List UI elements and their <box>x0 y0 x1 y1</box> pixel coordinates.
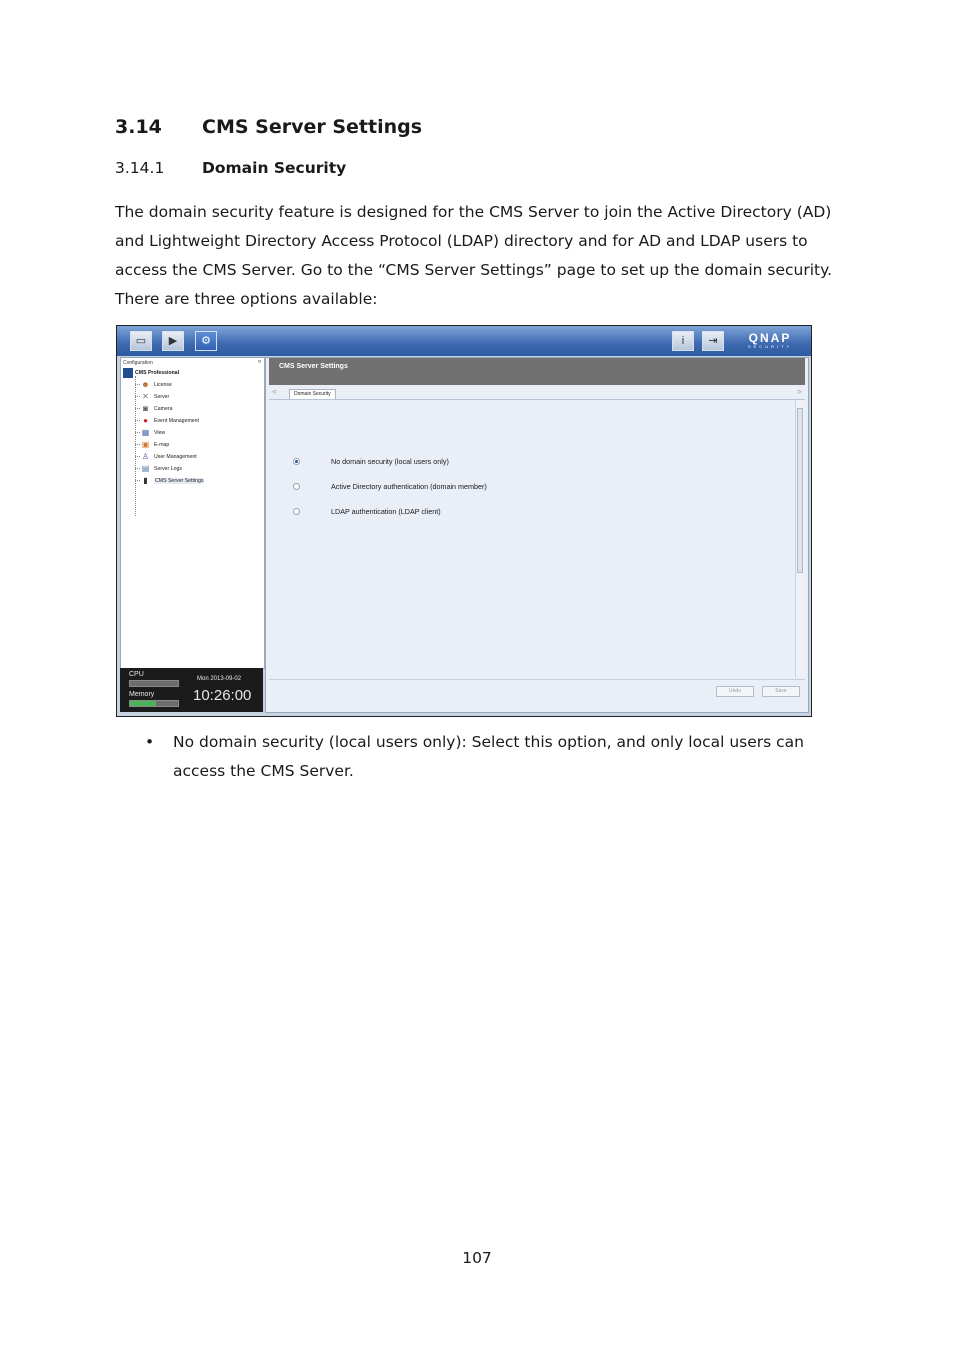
option-label: LDAP authentication (LDAP client) <box>331 507 441 516</box>
server-icon: ▮ <box>143 476 148 485</box>
tree-item-license[interactable]: ☻ License <box>135 380 172 389</box>
cms-screenshot <box>116 325 812 717</box>
event-icon: ● <box>143 416 148 425</box>
option-active-directory[interactable] <box>293 482 487 491</box>
panel-title: CMS Server Settings <box>269 358 805 385</box>
option-label: Active Directory authentication (domain member) <box>331 482 487 491</box>
section-title: CMS Server Settings <box>202 116 423 138</box>
save-button[interactable]: Save <box>762 686 800 697</box>
qnap-logo: QNAP SECURITY <box>747 331 793 349</box>
bullet-line: No domain security (local users only): Select this option, and only local users can <box>173 733 804 751</box>
scrollbar-thumb[interactable] <box>797 408 803 573</box>
memory-label: Memory <box>129 691 155 698</box>
tree-item-server[interactable]: ✕ Server <box>135 392 169 401</box>
play-icon[interactable]: ▶ <box>162 331 184 351</box>
option-ldap[interactable] <box>293 507 441 516</box>
log-icon: ▤ <box>141 464 150 473</box>
intro-line: There are three options available: <box>115 290 378 308</box>
cpu-bar <box>129 680 179 687</box>
page-number: 107 <box>462 1249 492 1267</box>
info-icon[interactable]: i <box>672 331 694 351</box>
tab-content <box>269 400 795 678</box>
top-toolbar <box>117 326 811 356</box>
user-icon: ♙ <box>141 452 150 461</box>
logout-icon[interactable]: ⇥ <box>702 331 724 351</box>
memory-bar-fill <box>130 701 156 706</box>
monitor-icon[interactable]: ▭ <box>130 331 152 351</box>
section-number: 3.14 <box>115 116 162 138</box>
tree-item-cms-server-settings[interactable]: ▮ CMS Server Settings <box>135 476 204 485</box>
pane-header: Configuration ¤ <box>123 359 261 366</box>
subsection-title: Domain Security <box>202 159 347 177</box>
option-no-domain-security[interactable] <box>293 457 449 466</box>
bullet-line: access the CMS Server. <box>173 762 354 780</box>
tab-left-arrow-icon[interactable]: ◁ <box>272 389 276 395</box>
tab-domain-security[interactable]: Domain Security <box>289 389 336 399</box>
section-heading <box>115 116 422 138</box>
memory-bar <box>129 700 179 707</box>
grid-icon: ▦ <box>141 428 150 437</box>
settings-icon[interactable]: ⚙ <box>195 331 217 351</box>
tab-right-arrow-icon[interactable]: ▷ <box>798 389 802 395</box>
cpu-label: CPU <box>129 671 144 678</box>
configuration-pane <box>120 357 265 669</box>
tree-item-view[interactable]: ▦ View <box>135 428 165 437</box>
cms-icon <box>123 368 133 378</box>
tree-root[interactable]: CMS Professional <box>123 368 179 378</box>
tree-item-server-logs[interactable]: ▤ Server Logs <box>135 464 182 473</box>
tree-item-camera[interactable]: ◙ Camera <box>135 404 172 413</box>
subsection-heading <box>115 159 346 177</box>
radio-button[interactable] <box>293 508 300 515</box>
tree-item-event-management[interactable]: ● Event Management <box>135 416 199 425</box>
undo-button[interactable]: Undo <box>716 686 754 697</box>
intro-line: access the CMS Server. Go to the “CMS Server Settings” page to set up the domain security. <box>115 261 833 279</box>
bullet-text <box>173 728 863 786</box>
status-date: Mon 2013-09-02 <box>197 676 242 682</box>
tree-item-emap[interactable]: ▣ E-map <box>135 440 169 449</box>
pin-icon[interactable]: ¤ <box>258 359 261 365</box>
map-icon: ▣ <box>141 440 150 449</box>
subsection-number: 3.14.1 <box>115 159 165 177</box>
intro-line: and Lightweight Directory Access Protocol (LDAP) directory and for AD and LDAP users to <box>115 232 808 250</box>
bullet-dot: • <box>145 733 155 751</box>
camera-icon: ◙ <box>143 404 148 413</box>
vertical-scrollbar[interactable] <box>795 400 805 678</box>
tab-strip <box>269 387 805 400</box>
tools-icon: ✕ <box>142 392 149 401</box>
intro-line: The domain security feature is designed for the CMS Server to join the Active Directory (AD) <box>115 203 832 221</box>
radio-button[interactable] <box>293 458 300 465</box>
option-label: No domain security (local users only) <box>331 457 449 466</box>
status-time: 10:26:00 <box>193 687 252 704</box>
panel-footer <box>269 679 805 710</box>
intro-paragraph <box>115 198 855 314</box>
tree-item-user-management[interactable]: ♙ User Management <box>135 452 197 461</box>
settings-panel <box>265 357 809 713</box>
license-icon: ☻ <box>141 380 150 389</box>
status-panel <box>120 668 263 712</box>
radio-button[interactable] <box>293 483 300 490</box>
